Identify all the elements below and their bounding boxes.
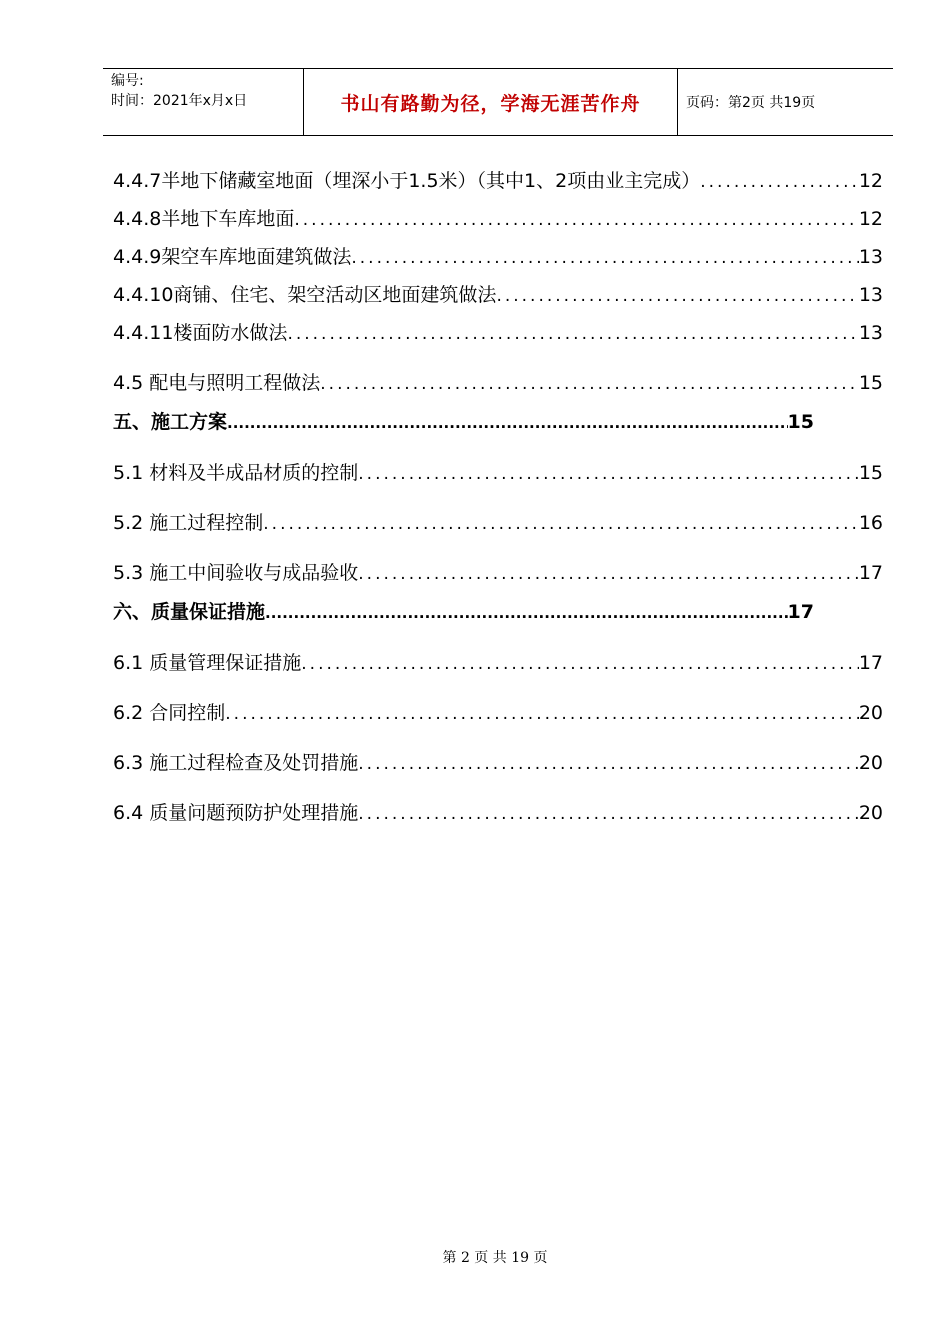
header-meta (103, 69, 304, 135)
toc-entry[interactable] (113, 650, 883, 677)
toc-entry-title: 4.4.9架空车库地面建筑做法 (113, 246, 352, 268)
toc-entry[interactable] (113, 510, 883, 537)
toc-entry-title: 5.3 施工中间验收与成品验收 (113, 562, 359, 584)
document-number-label: 编号: (111, 73, 144, 89)
toc-entry-title: 六、质量保证措施 (113, 601, 266, 623)
toc-entry-title: 4.5 配电与照明工程做法 (113, 372, 321, 394)
toc-entry-page: 17 (858, 652, 883, 674)
toc-entry-title: 6.2 合同控制 (113, 702, 226, 724)
toc-entry-page: 17 (787, 601, 814, 623)
toc-leader-dots (294, 207, 858, 233)
toc-leader-dots (358, 561, 859, 587)
toc-entry-title: 4.4.8半地下车库地面 (113, 208, 295, 230)
toc-leader-dots (287, 321, 858, 347)
toc-entry[interactable] (113, 750, 883, 777)
toc-leader-dots (351, 245, 858, 271)
toc-leader-dots (301, 651, 859, 677)
toc-entry[interactable] (113, 282, 883, 309)
toc-entry-title: 6.3 施工过程检查及处罚措施 (113, 752, 359, 774)
toc-entry-page: 16 (858, 512, 883, 534)
toc-entry[interactable] (113, 320, 883, 347)
toc-entry-title: 五、施工方案 (113, 411, 228, 433)
toc-entry[interactable] (113, 206, 883, 233)
toc-entry-title: 4.4.11楼面防水做法 (113, 322, 288, 344)
toc-entry[interactable] (113, 700, 883, 727)
toc-leader-dots (227, 410, 788, 436)
toc-entry[interactable] (113, 168, 883, 195)
toc-entry-page: 20 (858, 702, 883, 724)
toc-entry-page: 17 (858, 562, 883, 584)
toc-leader-dots (496, 283, 858, 309)
toc-entry-page: 12 (858, 170, 883, 192)
toc-entry-page: 13 (858, 284, 883, 306)
toc-entry[interactable] (113, 800, 883, 827)
toc-leader-dots (320, 371, 859, 397)
toc-entry-title: 6.4 质量问题预防护处理措施 (113, 802, 359, 824)
toc-entry[interactable] (113, 560, 883, 587)
toc-entry-title: 4.4.10商铺、住宅、架空活动区地面建筑做法 (113, 284, 497, 306)
header-page-label: 页码：第2页 共19页 (686, 95, 816, 111)
header-motto: 书山有路勤为径，学海无涯苦作舟 (304, 69, 678, 135)
toc-entry-page: 15 (858, 462, 883, 484)
toc-entry-page: 13 (858, 246, 883, 268)
toc-entry-title: 6.1 质量管理保证措施 (113, 652, 302, 674)
toc-section-entry[interactable] (113, 409, 814, 436)
document-date-label: 时间：2021年x月x日 (111, 93, 248, 109)
toc-entry-page: 13 (858, 322, 883, 344)
toc-entry-page: 15 (858, 372, 883, 394)
toc-entry-page: 15 (787, 411, 814, 433)
page-header (103, 68, 893, 136)
toc-entry-title: 5.1 材料及半成品材质的控制 (113, 462, 359, 484)
toc-leader-dots (358, 461, 859, 487)
toc-leader-dots (700, 169, 859, 195)
toc-entry-title: 4.4.7半地下储藏室地面（埋深小于1.5米）（其中1、2项由业主完成） (113, 170, 701, 192)
toc-entry-page: 20 (858, 752, 883, 774)
toc-entry-page: 20 (858, 802, 883, 824)
toc-entry[interactable] (113, 244, 883, 271)
toc-entry-page: 12 (858, 208, 883, 230)
toc-entry[interactable] (113, 370, 883, 397)
toc-leader-dots (225, 701, 859, 727)
toc-leader-dots (263, 511, 859, 537)
toc-section-entry[interactable] (113, 599, 814, 626)
toc-leader-dots (358, 801, 859, 827)
toc-leader-dots (265, 600, 788, 626)
toc-leader-dots (358, 751, 859, 777)
toc-entry-title: 5.2 施工过程控制 (113, 512, 264, 534)
toc-entry[interactable] (113, 460, 883, 487)
page-footer: 第 2 页 共 19 页 (442, 1250, 548, 1266)
